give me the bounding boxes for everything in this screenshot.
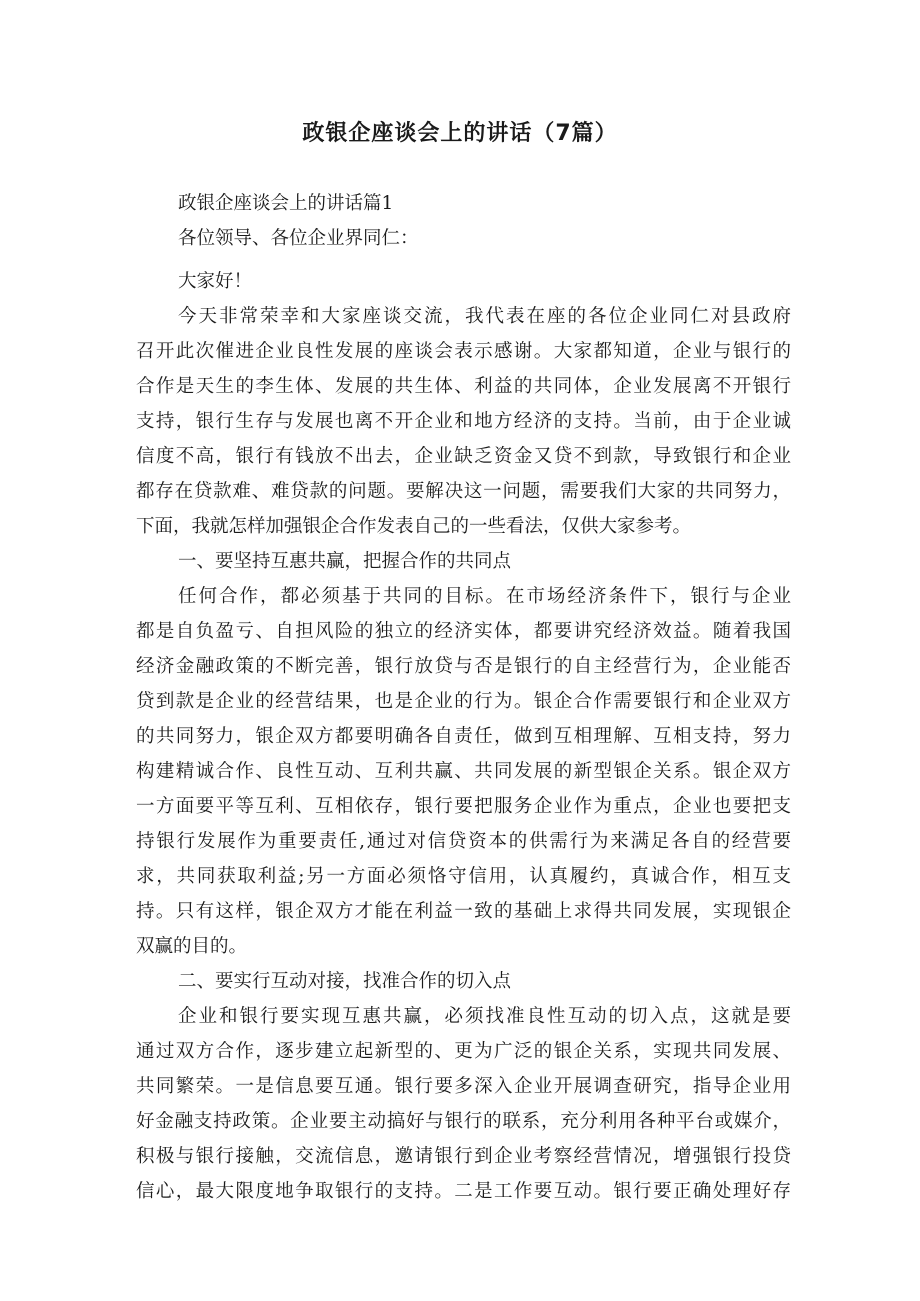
paragraph-line: 一方面要平等互利、互相依存，银行要把服务企业作为重点，企业也要把支 xyxy=(136,796,791,817)
paragraph-line: 各位领导、各位企业界同仁： xyxy=(178,228,419,249)
paragraph-line: 积极与银行接触，交流信息，邀请银行到企业考察经营情况，增强银行投贷 xyxy=(136,1146,791,1167)
paragraph-line: 好金融支持政策。企业要主动搞好与银行的联系，充分利用各种平台或媒介， xyxy=(136,1111,791,1132)
paragraph-line: 支持，银行生存与发展也离不开企业和地方经济的支持。当前，由于企业诚 xyxy=(136,411,791,432)
paragraph-line: 任何合作，都必须基于共同的目标。在市场经济条件下，银行与企业 xyxy=(178,586,791,607)
document-title: 政银企座谈会上的讲话（7篇） xyxy=(302,121,618,146)
paragraph-line: 都是自负盈亏、自担风险的独立的经济实体，都要讲究经济效益。随着我国 xyxy=(136,621,791,642)
paragraph-line: 贷到款是企业的经营结果，也是企业的行为。银企合作需要银行和企业双方 xyxy=(136,691,791,712)
paragraph-line: 一、要坚持互惠共赢，把握合作的共同点 xyxy=(178,551,512,572)
paragraph-line: 经济金融政策的不断完善，银行放贷与否是银行的自主经营行为，企业能否 xyxy=(136,656,791,677)
paragraph-line: 构建精诚合作、良性互动、互利共赢、共同发展的新型银企关系。银企双方 xyxy=(136,761,791,782)
paragraph-line: 二、要实行互动对接，找准合作的切入点 xyxy=(178,971,512,992)
paragraph-line: 政银企座谈会上的讲话篇1 xyxy=(178,193,394,214)
paragraph-line: 下面，我就怎样加强银企合作发表自己的一些看法，仅供大家参考。 xyxy=(136,516,692,537)
paragraph-line: 合作是天生的李生体、发展的共生体、利益的共同体，企业发展离不开银行 xyxy=(136,376,791,397)
paragraph-line: 持。只有这样，银企双方才能在利益一致的基础上求得共同发展，实现银企 xyxy=(136,901,791,922)
paragraph-line: 都存在贷款难、难贷款的问题。要解决这一问题，需要我们大家的共同努力， xyxy=(136,481,791,502)
paragraph-line: 企业和银行要实现互惠共赢，必须找准良性互动的切入点，这就是要 xyxy=(178,1006,791,1027)
paragraph-line: 今天非常荣幸和大家座谈交流，我代表在座的各位企业同仁对县政府 xyxy=(178,306,791,327)
paragraph-line: 的共同努力，银企双方都要明确各自责任，做到互相理解、互相支持，努力 xyxy=(136,726,791,747)
paragraph-line: 信度不高，银行有钱放不出去，企业缺乏资金又贷不到款，导致银行和企业 xyxy=(136,446,791,467)
paragraph-line: 通过双方合作，逐步建立起新型的、更为广泛的银企关系，实现共同发展、 xyxy=(136,1041,791,1062)
paragraph-line: 持银行发展作为重要责任,通过对信贷资本的供需行为来满足各自的经营要 xyxy=(136,831,791,852)
document-body xyxy=(136,186,791,1209)
paragraph-line: 召开此次催进企业良性发展的座谈会表示感谢。大家都知道，企业与银行的 xyxy=(136,341,791,362)
paragraph-line: 共同繁荣。一是信息要互通。银行要多深入企业开展调查研究，指导企业用 xyxy=(136,1076,791,1097)
paragraph-line: 双赢的目的。 xyxy=(136,936,248,957)
paragraph-line: 信心，最大限度地争取银行的支持。二是工作要互动。银行要正确处理好存 xyxy=(136,1181,791,1202)
paragraph-line: 求，共同获取利益;另一方面必须恪守信用，认真履约，真诚合作，相互支 xyxy=(136,866,791,887)
paragraph-line: 大家好！ xyxy=(178,271,253,292)
